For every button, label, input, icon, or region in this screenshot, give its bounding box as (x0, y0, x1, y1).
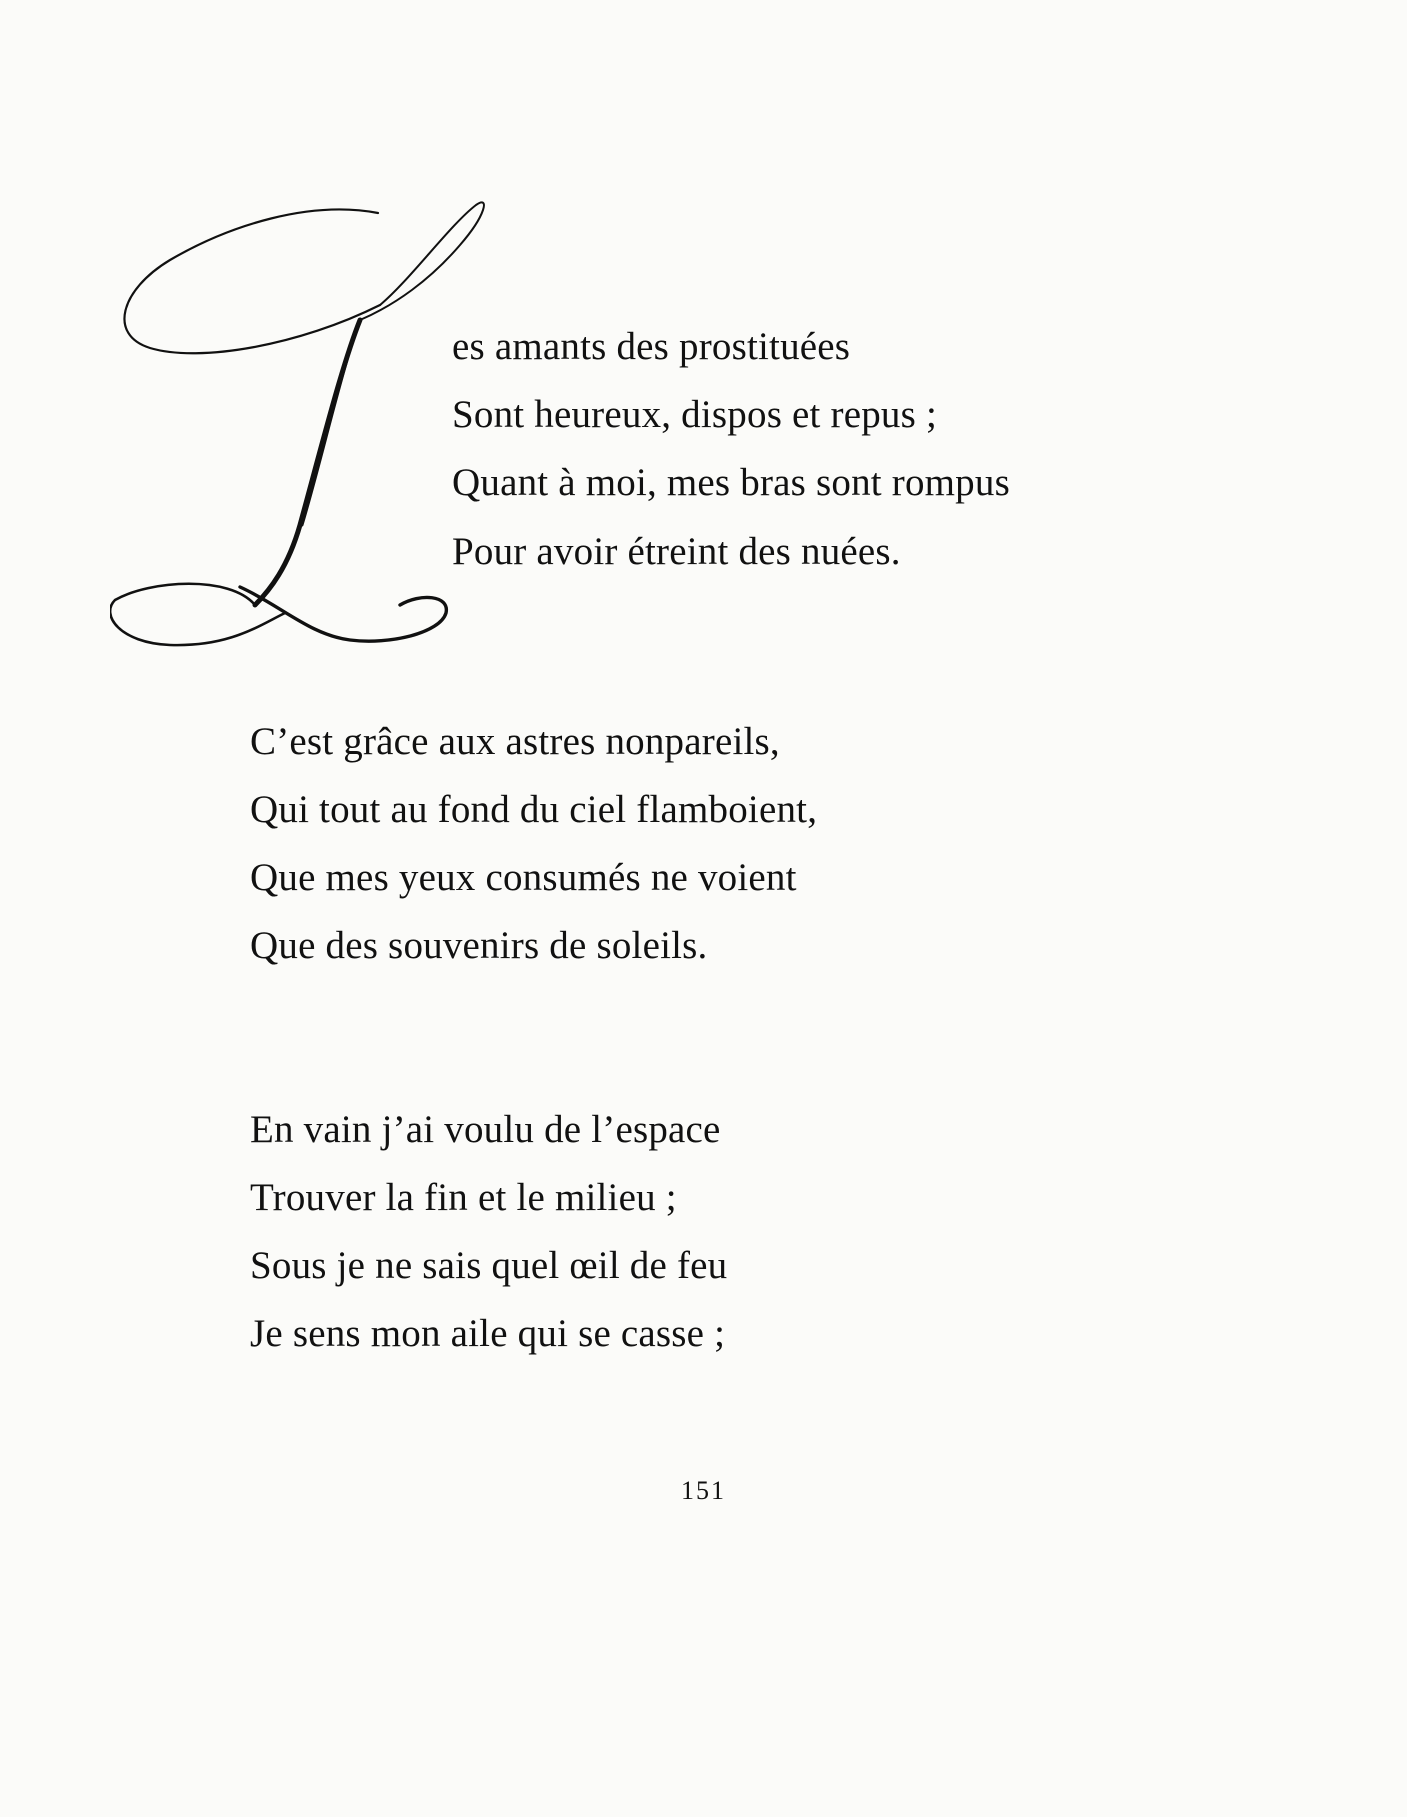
stanza-1-line-2: Sont heureux, dispos et repus ; (452, 393, 937, 436)
stanza-3-line-3: Sous je ne sais quel œil de feu (250, 1244, 728, 1287)
stanza-2-line-1: C’est grâce aux astres nonpareils, (250, 720, 780, 763)
stanza-3-line-4: Je sens mon aile qui se casse ; (250, 1312, 726, 1355)
stanza-3-line-2: Trouver la fin et le milieu ; (250, 1176, 677, 1219)
stanza-1-line-1: es amants des prostituées (452, 325, 851, 368)
stanza-2-line-3: Que mes yeux consumés ne voient (250, 856, 797, 899)
stanza-3-line-1: En vain j’ai voulu de l’espace (250, 1108, 721, 1151)
page-number: 151 (681, 1476, 726, 1505)
stanza-2-line-2: Qui tout au fond du ciel flamboient, (250, 788, 818, 831)
stanza-1-line-4: Pour avoir étreint des nuées. (452, 530, 901, 573)
stanza-2-line-4: Que des souvenirs de soleils. (250, 924, 708, 967)
stanza-1-line-3: Quant à moi, mes bras sont rompus (452, 461, 1010, 504)
